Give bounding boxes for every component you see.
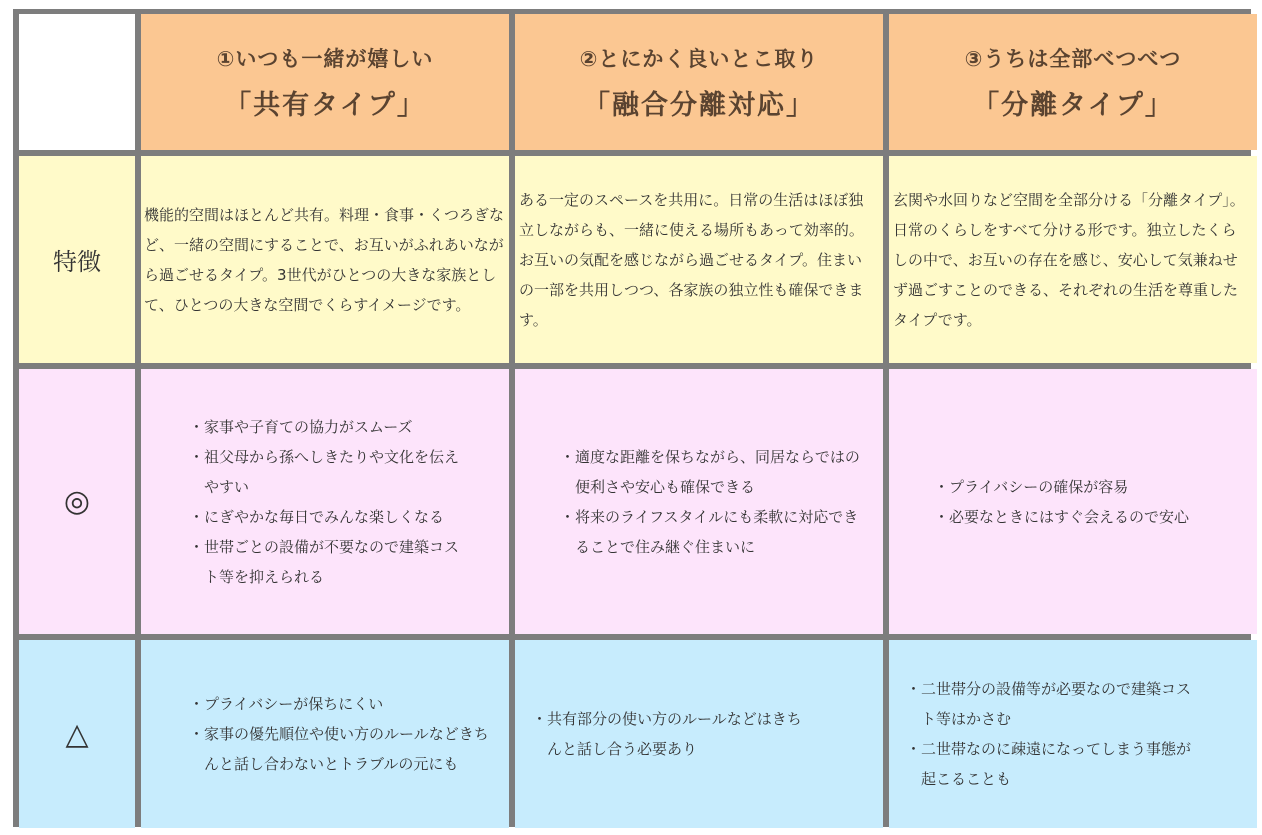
header-subtitle: ①いつも一緒が嬉しい <box>216 46 434 71</box>
cons-list <box>891 674 1197 794</box>
pros-list <box>174 412 469 592</box>
list-item: ・ 共有部分の使い方のルールなどはきちんと話し合う必要あり <box>517 704 813 764</box>
list-item: ・ 二世帯分の設備等が必要なので建築コスト等はかさむ <box>891 674 1197 734</box>
cons-list <box>174 689 494 779</box>
pros-list <box>919 472 1247 532</box>
header-shared-type <box>141 14 509 150</box>
pros-cell-separate <box>889 369 1257 634</box>
row-label-pros: ◎ <box>19 369 135 634</box>
features-text: ある一定のスペースを共用に。日常の生活はほぼ独立しながらも、一緒に使える場所もあって効率的。お互いの気配を感じながら過ごせるタイプ。住まいの一部を共用しつつ、各家族の独立性も確保できます。 <box>519 190 864 329</box>
header-separate-type <box>889 14 1257 150</box>
list-item: ・ 家事や子育ての協力がスムーズ <box>174 412 469 442</box>
list-item: ・ 世帯ごとの設備が不要なので建築コスト等を抑えられる <box>174 532 469 592</box>
cons-cell-shared <box>141 640 509 828</box>
cons-cell-separate <box>889 640 1257 828</box>
list-item: ・ プライバシーの確保が容易 <box>919 472 1247 502</box>
list-item: ・ 家事の優先順位や使い方のルールなどきちんと話し合わないとトラブルの元にも <box>174 719 494 779</box>
list-item: ・ 必要なときにはすぐ会えるので安心 <box>919 502 1247 532</box>
pros-cell-hybrid <box>515 369 883 634</box>
cons-list <box>517 704 813 764</box>
row-label-cons: △ <box>19 640 135 828</box>
list-item: ・ にぎやかな毎日でみんな楽しくなる <box>174 502 469 532</box>
features-cell-shared <box>141 156 509 363</box>
header-subtitle: ②とにかく良いとこ取り <box>579 46 819 71</box>
list-item: ・ 将来のライフスタイルにも柔軟に対応できることで住み継ぐ住まいに <box>545 502 865 562</box>
features-text: 玄関や水回りなど空間を全部分ける「分離タイプ」。日常のくらしをすべて分ける形です。独立したくらしの中で、お互いの存在を感じ、安心して気兼ねせず過ごすことのできる、それぞれの生活を尊重したタイプです。 <box>893 190 1245 329</box>
features-text: 機能的空間はほとんど共有。料理・食事・くつろぎなど、一緒の空間にすることで、お互いがふれあいながら過ごせるタイプ。3世代がひとつの大きな家族として、ひとつの大きな空間でくらすイメージです。 <box>144 205 505 314</box>
list-item: ・ プライバシーが保ちにくい <box>174 689 494 719</box>
list-item: ・ 祖父母から孫へしきたりや文化を伝えやすい <box>174 442 469 502</box>
header-subtitle: ③うちは全部べつべつ <box>964 46 1182 71</box>
header-title: 「分離タイプ」 <box>972 89 1174 121</box>
header-title: 「融合分離対応」 <box>583 89 815 121</box>
corner-cell <box>19 14 135 150</box>
list-item: ・ 二世帯なのに疎遠になってしまう事態が起こることも <box>891 734 1197 794</box>
comparison-table <box>13 9 1251 827</box>
cons-cell-hybrid <box>515 640 883 828</box>
list-item: ・ 適度な距離を保ちながら、同居ならではの便利さや安心も確保できる <box>545 442 865 502</box>
header-hybrid-type <box>515 14 883 150</box>
row-label-features: 特徴 <box>19 156 135 363</box>
header-title: 「共有タイプ」 <box>224 89 426 121</box>
pros-cell-shared <box>141 369 509 634</box>
features-cell-separate <box>889 156 1257 363</box>
pros-list <box>545 442 865 562</box>
features-cell-hybrid <box>515 156 883 363</box>
